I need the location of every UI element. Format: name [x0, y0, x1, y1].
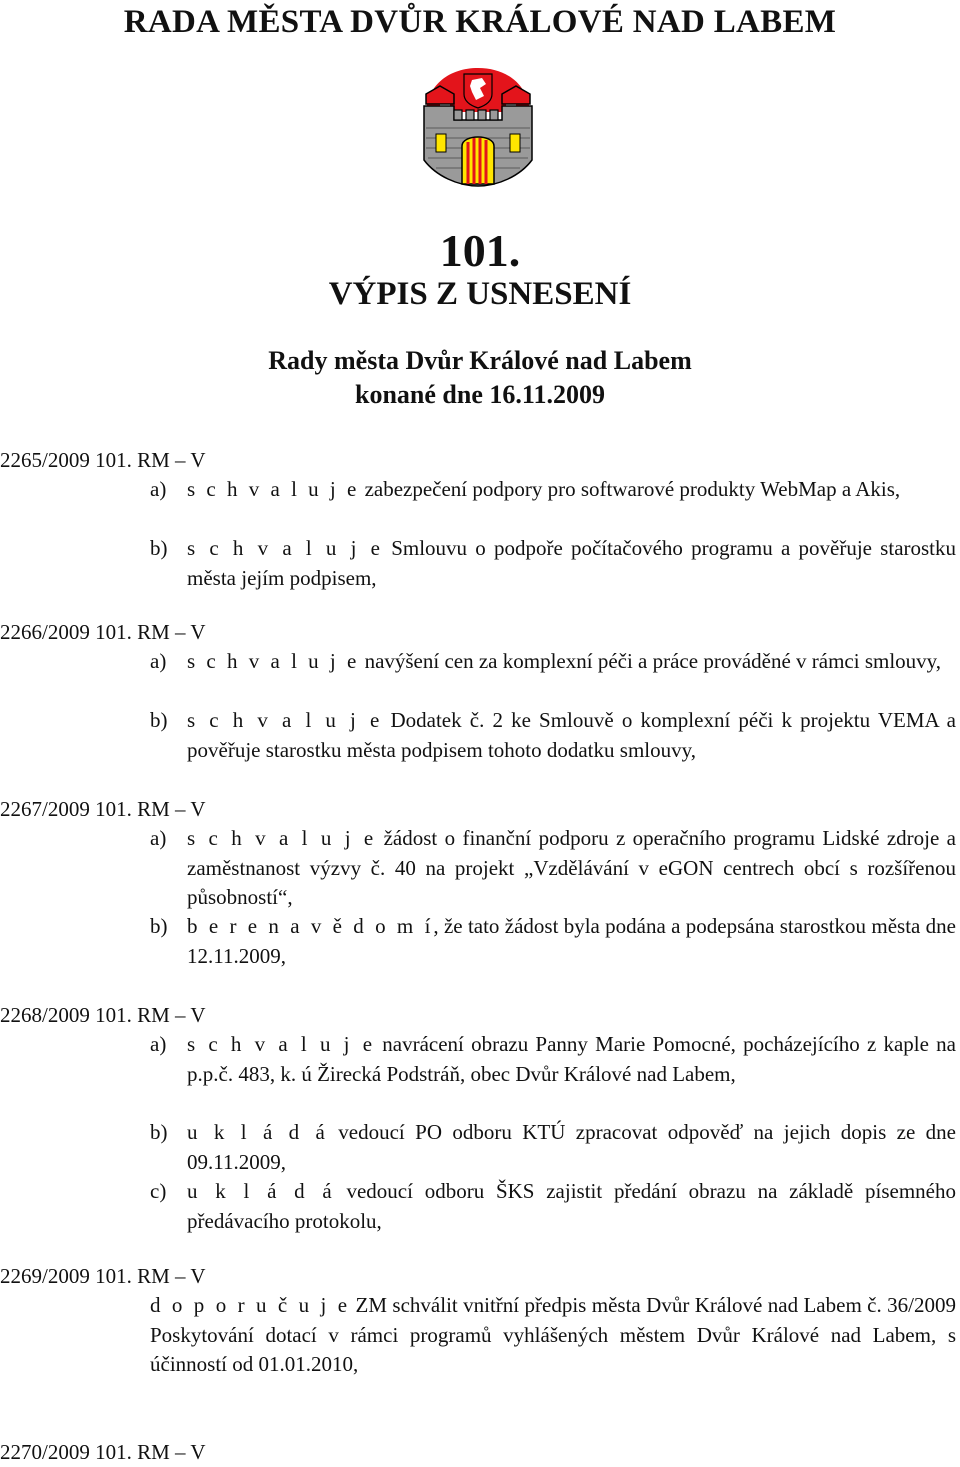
resolution-item — [150, 706, 956, 765]
item-label: a) — [150, 649, 167, 673]
item-verb: u k l á d á — [187, 1120, 328, 1144]
resolution-header: 2267/2009 101. RM – V — [0, 797, 206, 821]
item-text: vedoucí odboru ŠKS zajistit předání obrazu na základě písemného předávacího protokolu, — [187, 1179, 956, 1233]
item-text: Smlouvu o podpoře počítačového programu a pověřuje starostku města jejím podpisem, — [187, 536, 957, 590]
item-verb: u k l á d á — [187, 1179, 335, 1203]
resolution-item — [150, 475, 956, 505]
item-label: c) — [150, 1179, 167, 1203]
item-text: ZM schválit vnitřní předpis města Dvůr Králové nad Labem č. 36/2009 Poskytování dotací v rámci programů vyhlášených městem Dvůr Králové nad Labem, s účinností od 01.01.2010, — [150, 1293, 956, 1376]
item-verb: s c h v a l u j e — [187, 536, 383, 560]
town-crest-emblem — [420, 64, 536, 188]
item-text: zabezpečení podpory pro softwarové produkty WebMap a Akis, — [364, 477, 901, 501]
resolution-header: 2266/2009 101. RM – V — [0, 620, 206, 644]
crest-right-window — [510, 134, 520, 152]
crest-left-window — [436, 134, 446, 152]
item-label: a) — [150, 1032, 167, 1056]
item-label: b) — [150, 1120, 168, 1144]
meeting-number: 101. — [439, 225, 521, 276]
resolution-item — [150, 912, 956, 971]
meeting-date: konané dne 16.11.2009 — [355, 380, 605, 409]
item-text: vedoucí PO odboru KTÚ zpracovat odpověď na jejich dopis ze dne 09.11.2009, — [187, 1120, 957, 1174]
document-type: VÝPIS Z USNESENÍ — [328, 276, 632, 312]
item-text: Dodatek č. 2 ke Smlouvě o komplexní péči k projektu VEMA a pověřuje starostku města podpisem tohoto dodatku smlouvy, — [187, 708, 957, 762]
resolution-header: 2269/2009 101. RM – V — [0, 1264, 206, 1288]
resolution-item — [150, 824, 956, 913]
item-verb: s c h v a l u j e — [187, 708, 383, 732]
item-text: , že tato žádost byla podána a podepsána starostkou města dne 12.11.2009, — [187, 914, 956, 968]
resolution-header: 2265/2009 101. RM – V — [0, 448, 206, 472]
resolution-item — [150, 647, 956, 677]
item-label: b) — [150, 914, 168, 938]
resolution-header: 2270/2009 101. RM – V — [0, 1440, 206, 1464]
item-verb: b e r e n a v ě d o m í — [187, 914, 434, 938]
resolution-item — [150, 534, 956, 593]
item-label: a) — [150, 826, 167, 850]
item-label: b) — [150, 708, 168, 732]
item-verb: s c h v a l u j e — [187, 649, 360, 673]
document-subtitle: Rady města Dvůr Králové nad Labem — [268, 346, 692, 375]
resolution-header: 2268/2009 101. RM – V — [0, 1003, 206, 1027]
item-label: b) — [150, 536, 168, 560]
item-verb: s c h v a l u j e — [187, 1032, 376, 1056]
item-text: navrácení obrazu Panny Marie Pomocné, pocházejícího z kaple na p.p.č. 483, k. ú Žirecká Podstráň, obec Dvůr Králové nad Labem, — [187, 1032, 956, 1086]
item-verb: d o p o r u č u j e — [150, 1293, 351, 1317]
item-text: žádost o finanční podporu z operačního programu Lidské zdroje a zaměstnanost výzvy č. 40 na projekt „Vzdělávání v eGON centrech obcí s rozšířenou působností“, — [187, 826, 957, 909]
item-verb: s c h v a l u j e — [187, 477, 360, 501]
resolution-item — [150, 1118, 956, 1177]
item-label: a) — [150, 477, 167, 501]
resolution-item — [150, 1291, 956, 1380]
resolution-item — [150, 1177, 956, 1236]
item-verb: s c h v a l u j e — [187, 826, 377, 850]
council-title: RADA MĚSTA DVŮR KRÁLOVÉ NAD LABEM — [123, 4, 837, 40]
resolution-item — [150, 1030, 956, 1089]
item-text: navýšení cen za komplexní péči a práce prováděné v rámci smlouvy, — [364, 649, 942, 673]
